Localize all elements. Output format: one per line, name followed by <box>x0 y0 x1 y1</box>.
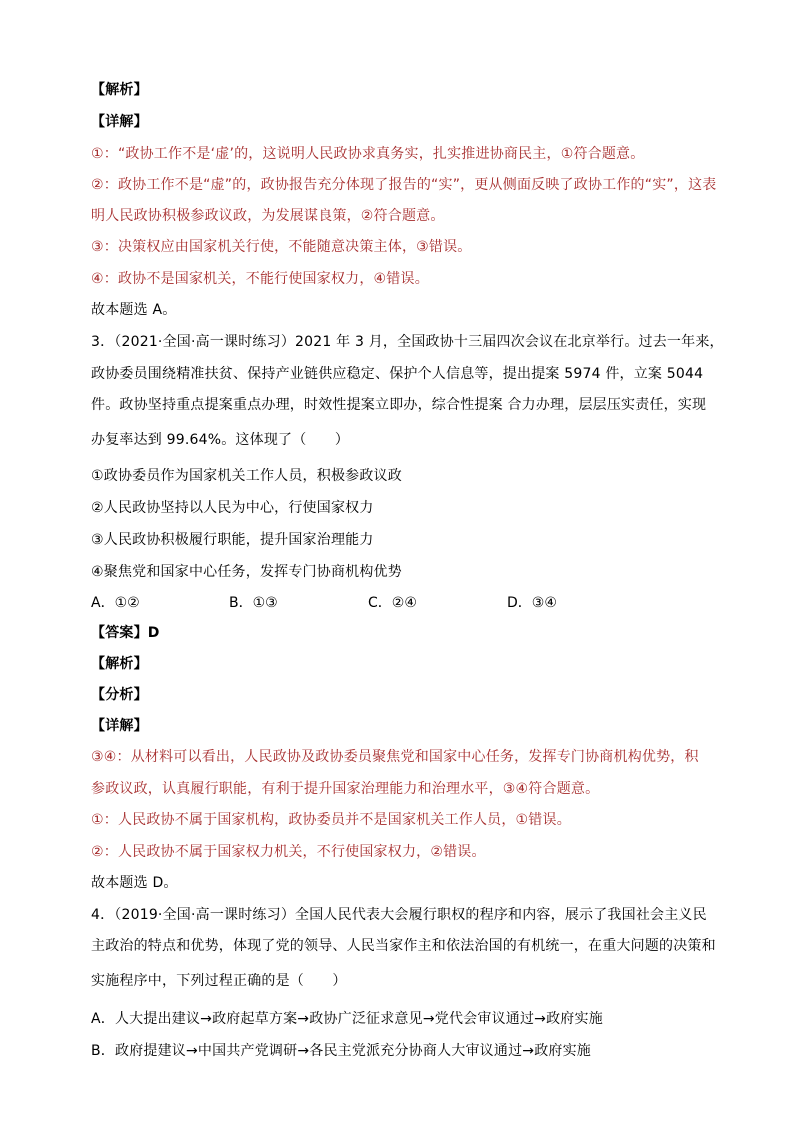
analysis-header: 【解析】 <box>91 82 148 98</box>
question-stem: 主政治的特点和优势，体现了党的领导、人民当家作主和依法治国的有机统一，在重大问题的决策和 <box>91 938 716 954</box>
explanation-line: ③：决策权应由国家机关行使，不能随意决策主体，③错误。 <box>91 239 472 255</box>
explanation-line: ②：人民政协不属于国家权力机关，不行使国家权力，②错误。 <box>91 844 486 860</box>
option-a: A．人大提出建议→政府起草方案→政协广泛征求意见→党代会审议通过→政府实施 <box>91 1011 603 1027</box>
statement-item: ④聚焦党和国家中心任务，发挥专门协商机构优势 <box>91 564 402 580</box>
answer-header: 【答案】D <box>91 625 160 641</box>
option-d: D．③④ <box>507 595 557 611</box>
explanation-line: ④：政协不是国家机关，不能行使国家权力，④错误。 <box>91 271 429 287</box>
option-a: A．①② <box>91 595 140 611</box>
statement-item: ①政协委员作为国家机关工作人员，积极参政议政 <box>91 468 402 484</box>
question-stem: 实施程序中，下列过程正确的是（ ） <box>91 973 347 989</box>
statement-item: ③人民政协积极履行职能，提升国家治理能力 <box>91 532 374 548</box>
statement-item: ②人民政协坚持以人民为中心，行使国家权力 <box>91 500 374 516</box>
option-c: C．②④ <box>368 595 417 611</box>
question-stem: 办复率达到 99.64%。这体现了（ ） <box>91 432 350 448</box>
option-b: B．政府提建议→中国共产党调研→各民主党派充分协商人大审议通过→政府实施 <box>91 1043 591 1059</box>
explanation-line: 明人民政协积极参政议政，为发展谋良策，②符合题意。 <box>91 208 445 224</box>
explanation-line: ②：政协工作不是“虚”的，政协报告充分体现了报告的“实”，更从侧面反映了政协工作的“实”，这表 <box>91 177 717 193</box>
question-stem: 3．（2021·全国·高一课时练习）2021 年 3 月，全国政协十三届四次会议在北京举行。过去一年来， <box>91 334 724 350</box>
detail-header: 【详解】 <box>91 718 148 734</box>
question-stem: 4．（2019·全国·高一课时练习）全国人民代表大会履行职权的程序和内容，展示了我国社会主义民 <box>91 907 707 923</box>
detail-header: 【详解】 <box>91 114 148 130</box>
answer-note: 故本题选 A。 <box>91 302 177 318</box>
explanation-line: ①：人民政协不属于国家机构，政协委员并不是国家机关工作人员，①错误。 <box>91 812 571 828</box>
analysis-header: 【解析】 <box>91 656 148 672</box>
explanation-line: 参政议政，认真履行职能，有利于提升国家治理能力和治理水平，③④符合题意。 <box>91 781 600 797</box>
question-stem: 政协委员围绕精准扶贫、保持产业链供应稳定、保护个人信息等，提出提案 5974 件，立案 5044 <box>91 366 704 382</box>
explanation-line: ③④：从材料可以看出，人民政协及政协委员聚焦党和国家中心任务，发挥专门协商机构优势，积 <box>91 749 699 765</box>
question-stem: 件。政协坚持重点提案重点办理，时效性提案立即办，综合性提案 合力办理，层层压实责任，实现 <box>91 397 707 413</box>
explanation-line: ①：“政协工作不是‘虚’的，这说明人民政协求真务实，扎实推进协商民主，①符合题意。 <box>91 146 645 162</box>
fenxi-header: 【分析】 <box>91 687 148 703</box>
answer-note: 故本题选 D。 <box>91 875 178 891</box>
option-b: B．①③ <box>229 595 278 611</box>
